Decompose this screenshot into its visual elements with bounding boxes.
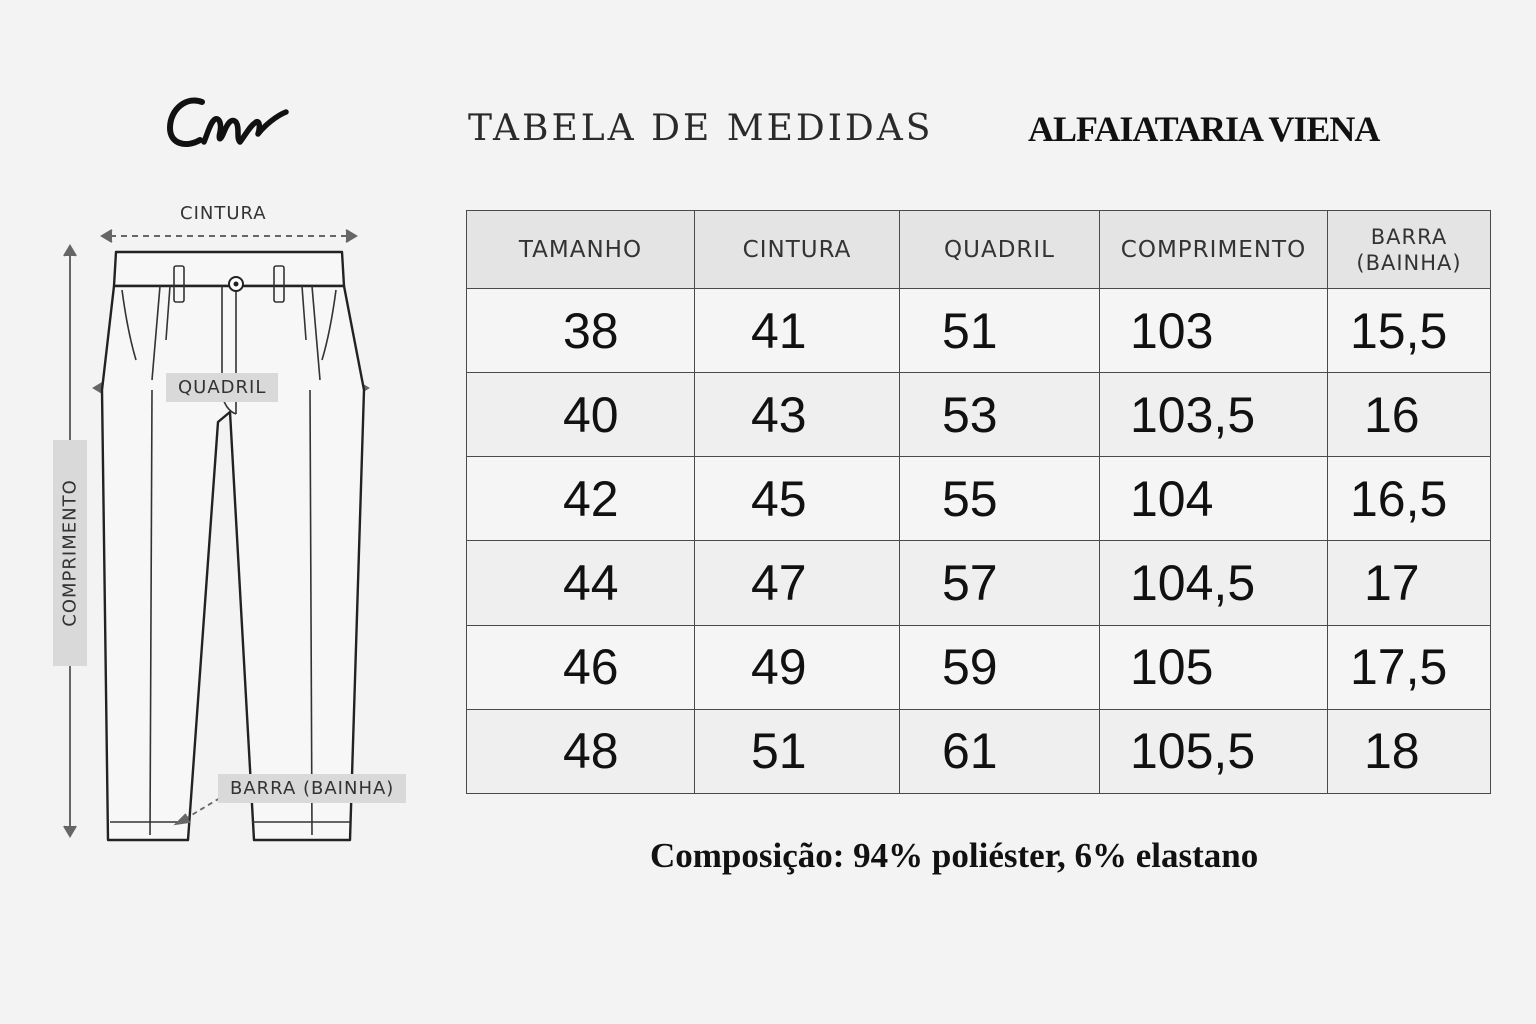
waist-arrow xyxy=(102,230,356,242)
table-row xyxy=(467,541,1491,625)
brand-name: ALFAIATARIA VIENA xyxy=(1028,109,1380,149)
cell-length: 105 xyxy=(1100,625,1328,709)
table-row xyxy=(467,289,1491,373)
cell-size: 44 xyxy=(467,541,695,625)
cell-size: 46 xyxy=(467,625,695,709)
header-hem xyxy=(1328,211,1491,289)
header-waist: CINTURA xyxy=(695,211,900,289)
table-header-row xyxy=(467,211,1491,289)
header-hem-line1: BARRA xyxy=(1370,224,1448,249)
cell-hem: 16 xyxy=(1328,373,1491,457)
cell-hip: 51 xyxy=(900,289,1100,373)
header-length: COMPRIMENTO xyxy=(1100,211,1328,289)
brand-logo xyxy=(160,82,300,162)
page-title: TABELA DE MEDIDAS xyxy=(468,108,934,149)
cell-hem: 17,5 xyxy=(1328,625,1491,709)
hip-label: QUADRIL xyxy=(166,373,278,402)
cell-waist: 41 xyxy=(695,289,900,373)
cell-hip: 61 xyxy=(900,709,1100,793)
table-row xyxy=(467,373,1491,457)
cell-hem: 17 xyxy=(1328,541,1491,625)
cell-waist: 49 xyxy=(695,625,900,709)
cell-waist: 43 xyxy=(695,373,900,457)
cell-hem: 16,5 xyxy=(1328,457,1491,541)
table-row xyxy=(467,457,1491,541)
header-size: TAMANHO xyxy=(467,211,695,289)
cell-hem: 15,5 xyxy=(1328,289,1491,373)
cell-length: 105,5 xyxy=(1100,709,1328,793)
waist-label: CINTURA xyxy=(180,203,267,224)
hem-label: BARRA (BAINHA) xyxy=(218,774,406,803)
cell-length: 103 xyxy=(1100,289,1328,373)
cell-size: 40 xyxy=(467,373,695,457)
cell-size: 48 xyxy=(467,709,695,793)
cell-length: 104 xyxy=(1100,457,1328,541)
cell-length: 103,5 xyxy=(1100,373,1328,457)
table-row xyxy=(467,625,1491,709)
cell-hip: 53 xyxy=(900,373,1100,457)
header-hem-line2: (BAINHA) xyxy=(1356,250,1462,275)
cell-waist: 47 xyxy=(695,541,900,625)
cell-length: 104,5 xyxy=(1100,541,1328,625)
cell-hem: 18 xyxy=(1328,709,1491,793)
pants-outline xyxy=(102,252,364,840)
size-table xyxy=(466,210,1491,794)
cell-size: 42 xyxy=(467,457,695,541)
table-row xyxy=(467,709,1491,793)
length-label: COMPRIMENTO xyxy=(59,479,81,627)
cell-hip: 57 xyxy=(900,541,1100,625)
cell-hip: 55 xyxy=(900,457,1100,541)
cell-hip: 59 xyxy=(900,625,1100,709)
cell-waist: 51 xyxy=(695,709,900,793)
cell-waist: 45 xyxy=(695,457,900,541)
header-hip: QUADRIL xyxy=(900,211,1100,289)
pants-diagram xyxy=(40,190,460,860)
composition-note: Composição: 94% poliéster, 6% elastano xyxy=(650,836,1259,875)
length-label-box xyxy=(53,440,87,666)
cell-size: 38 xyxy=(467,289,695,373)
